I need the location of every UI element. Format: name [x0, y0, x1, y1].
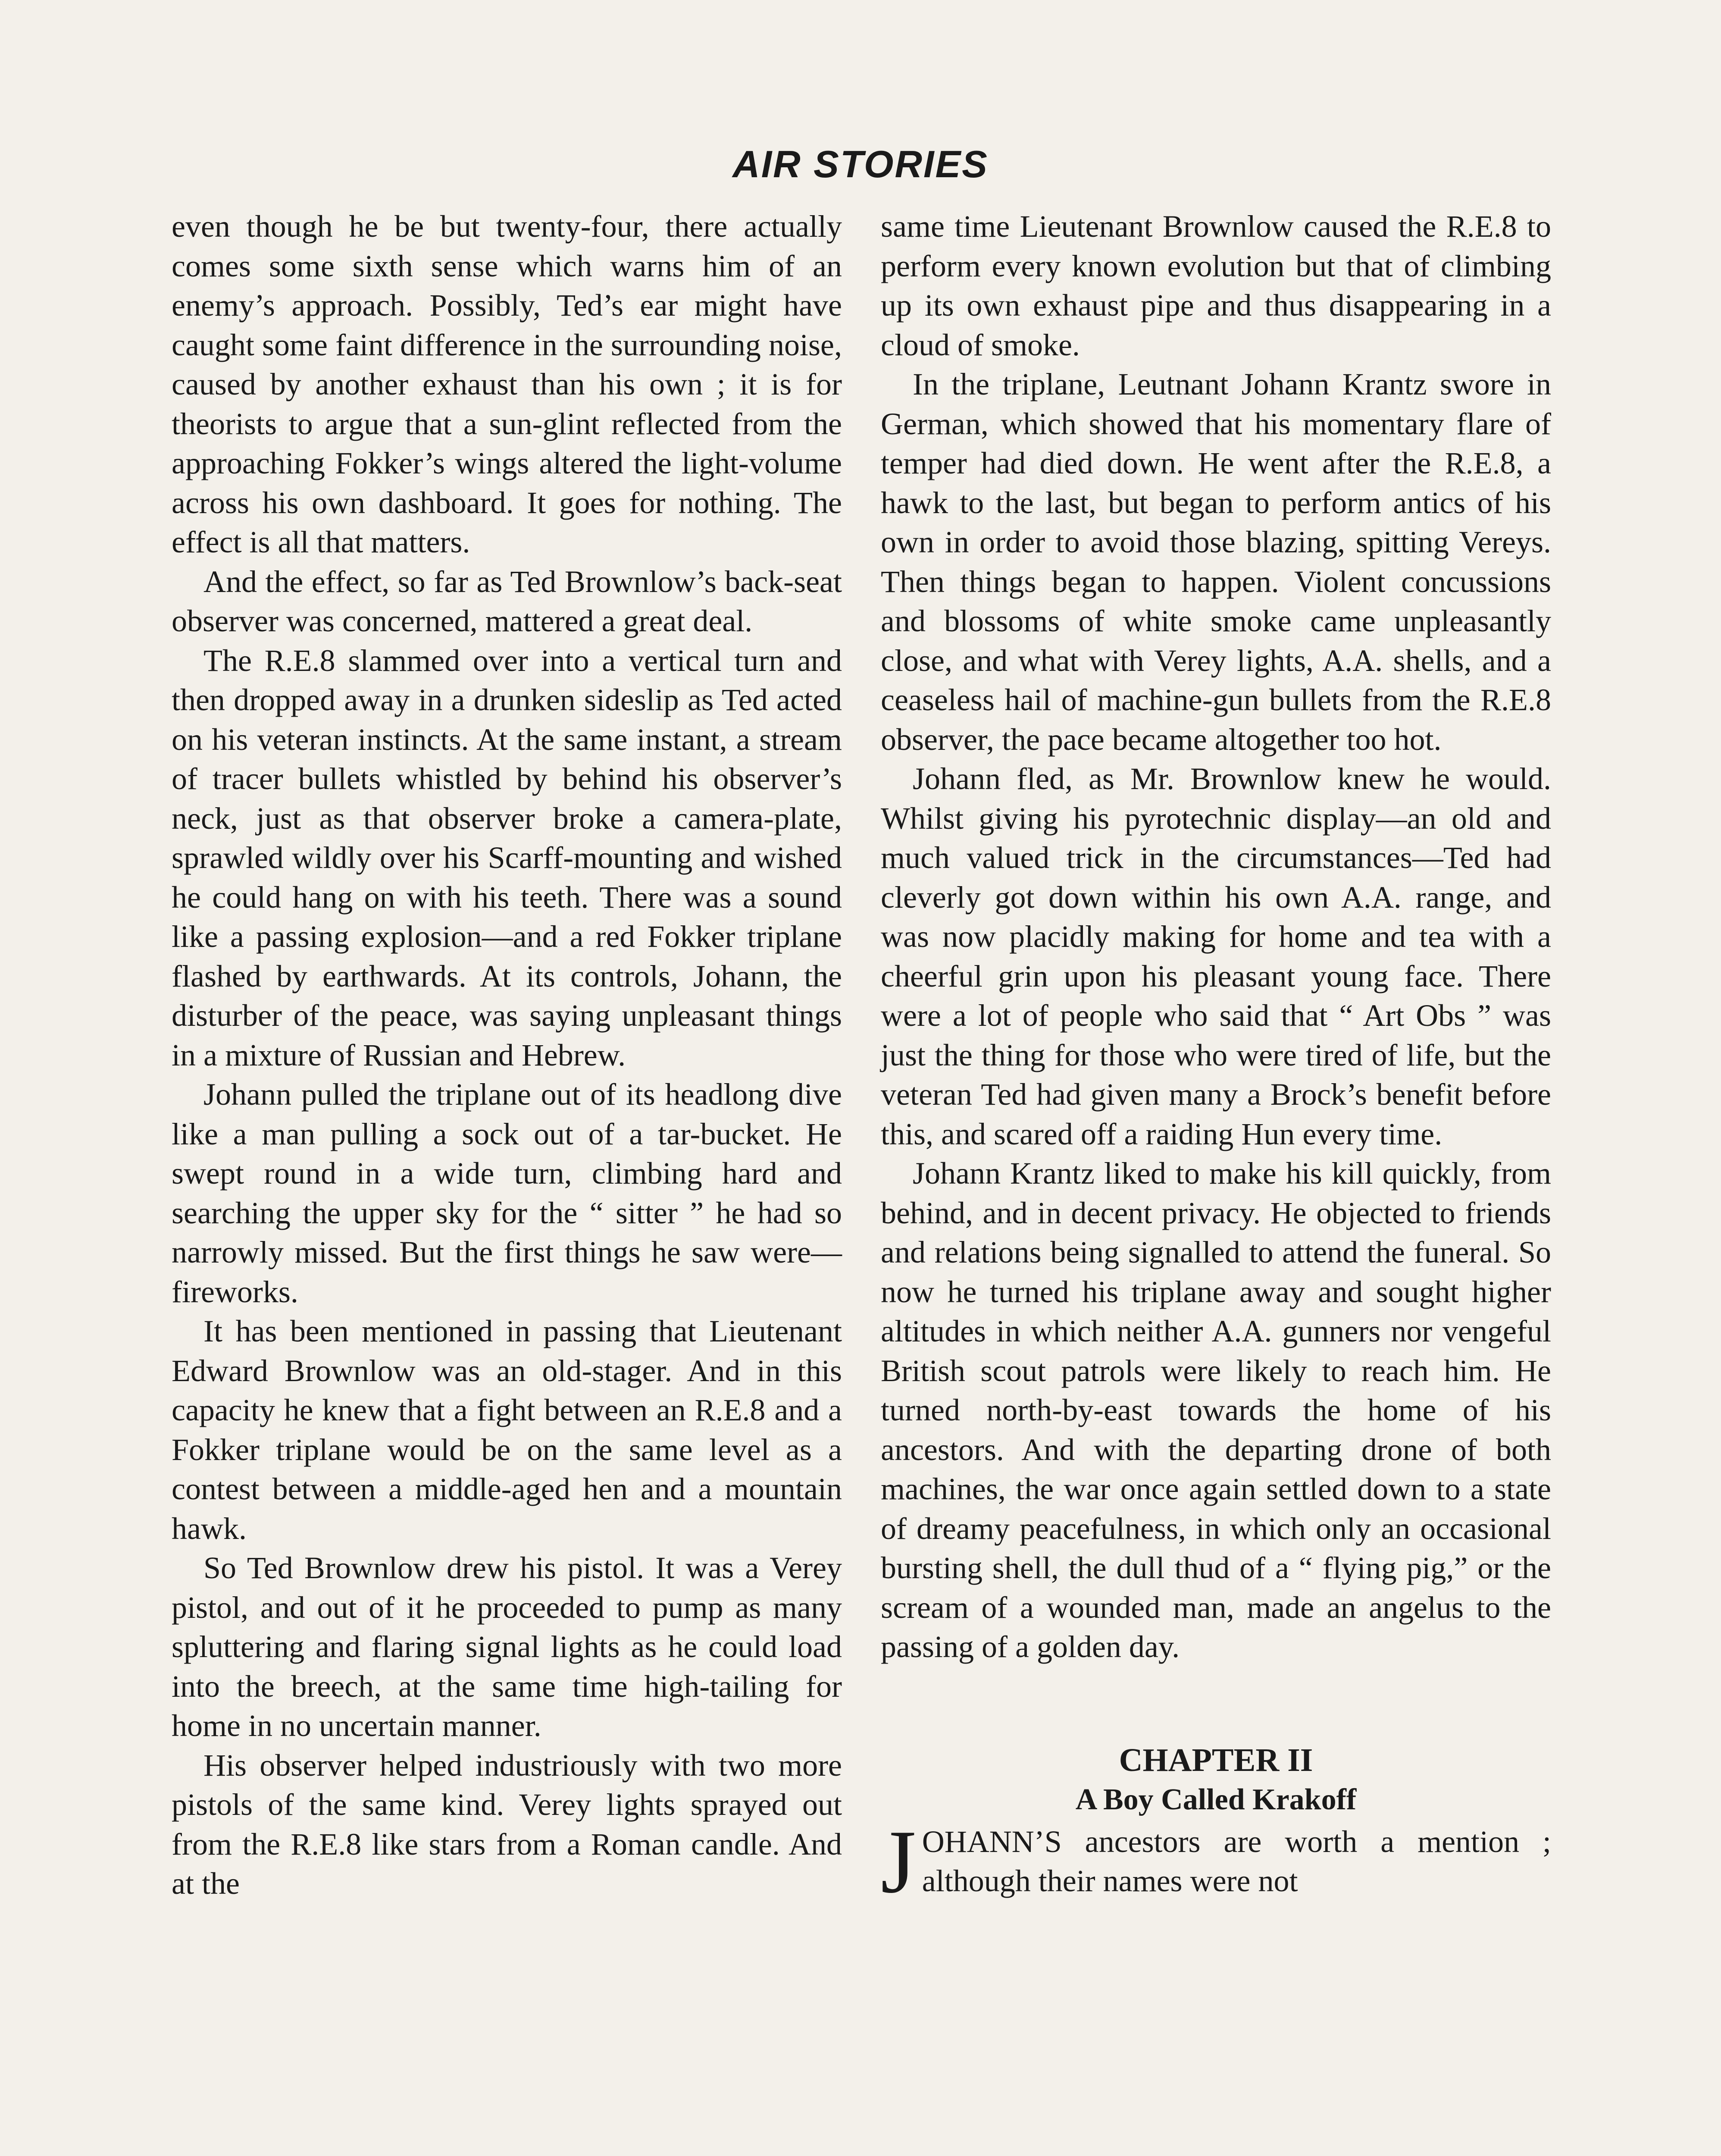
paragraph: Johann fled, as Mr. Brownlow knew he would. Whilst giving his pyrotechnic display—an old and much valued trick in the circumstances—Ted had cleverly got down within his own A.A. range, and was now placidly making for home and tea with a cheerful grin upon his pleasant young face. There were a lot of people who said that “ Art Obs ” was just the thing for those who were tired of life, but the veteran Ted had given many a Brock’s benefit before this, and scared off a raiding Hun every time.	[881, 761, 1551, 1151]
chapter-opening-paragraph	[881, 1811, 1551, 1912]
paragraph: same time Lieutenant Brownlow caused the R.E.8 to perform every known evolution but that of climbing up its own exhaust pipe and thus disappearing in a cloud of smoke.	[881, 209, 1551, 362]
paragraph: And the effect, so far as Ted Brownlow’s back-seat observer was concerned, mattered a great deal.	[172, 564, 842, 638]
chapter-heading: CHAPTER II	[1119, 1742, 1313, 1778]
paragraph: The R.E.8 slammed over into a vertical turn and then dropped away in a drunken sideslip as Ted acted on his veteran instincts. At the same instant, a stream of tracer bullets whistled by behind his observer’s neck, just as that observer broke a camera-plate, sprawled wildly over his Scarff-mounting and wished he could hang on with his teeth. There was a sound like a passing explosion—and a red Fokker triplane flashed by earthwards. At its controls, Johann, the disturber of the peace, was saying unpleasant things in a mixture of Russian and Hebrew.	[172, 643, 842, 1072]
drop-cap: J	[881, 1811, 916, 1912]
paragraph: His observer helped industriously with two more pistols of the same kind. Verey lights sprayed out from the R.E.8 like stars from a Roman candle. And at the	[172, 1748, 842, 1901]
left-column	[172, 207, 842, 1904]
paragraph: It has been mentioned in passing that Lieutenant Edward Brownlow was an old-stager. And in this capacity he knew that a fight between an R.E.8 and a Fokker triplane would be on the same level as a contest between a middle-aged hen and a mountain hawk.	[172, 1314, 842, 1546]
paragraph: Johann Krantz liked to make his kill quickly, from behind, and in decent privacy. He objected to friends and relations being signalled to attend the funeral. So now he turned his triplane away and sought higher altitudes in which neither A.A. gunners nor vengeful British scout patrols were likely to reach him. He turned north-by-east towards the home of his ancestors. And with the departing drone of both machines, the war once again settled down to a state of dreamy peacefulness, in which only an occasional bursting shell, the dull thud of a “ flying pig,” or the scream of a wounded man, made an angelus to the passing of a golden day.	[881, 1156, 1551, 1664]
paragraph: So Ted Brownlow drew his pistol. It was a Verey pistol, and out of it he proceeded to pump as many spluttering and flaring signal lights as he could load into the breech, at the same time high-tailing for home in no uncertain manner.	[172, 1551, 842, 1743]
paragraph: even though he be but twenty-four, there actually comes some sixth sense which warns him of an enemy’s approach. Possibly, Ted’s ear might have caught some faint difference in the surrounding noise, caused by another exhaust than his own ; it is for theorists to argue that a sun-glint reflected from the approaching Fokker’s wings altered the light-volume across his own dashboard. It goes for nothing. The effect is all that matters.	[172, 209, 842, 559]
paragraph: In the triplane, Leutnant Johann Krantz swore in German, which showed that his momentary flare of temper had died down. He went after the R.E.8, a hawk to the last, but began to perform antics of his own in order to avoid those blazing, spitting Vereys. Then things began to happen. Violent concussions and blossoms of white smoke came unpleasantly close, and what with Verey lights, A.A. shells, and a ceaseless hail of machine-gun bullets from the R.E.8 observer, the pace became altogether too hot.	[881, 367, 1551, 757]
right-column	[881, 207, 1551, 1912]
paragraph: Johann pulled the triplane out of its headlong dive like a man pulling a sock out of a tar-bucket. He swept round in a wide turn, climbing hard and searching the upper sky for the “ sitter ” he had so narrowly missed. But the first things he saw were—fireworks.	[172, 1077, 842, 1309]
running-title: AIR STORIES	[732, 143, 989, 185]
chapter-subtitle: A Boy Called Krakoff	[1075, 1783, 1357, 1816]
chapter-opening-text: OHANN’S ancestors are worth a mention ; although their names were not	[922, 1824, 1551, 1898]
